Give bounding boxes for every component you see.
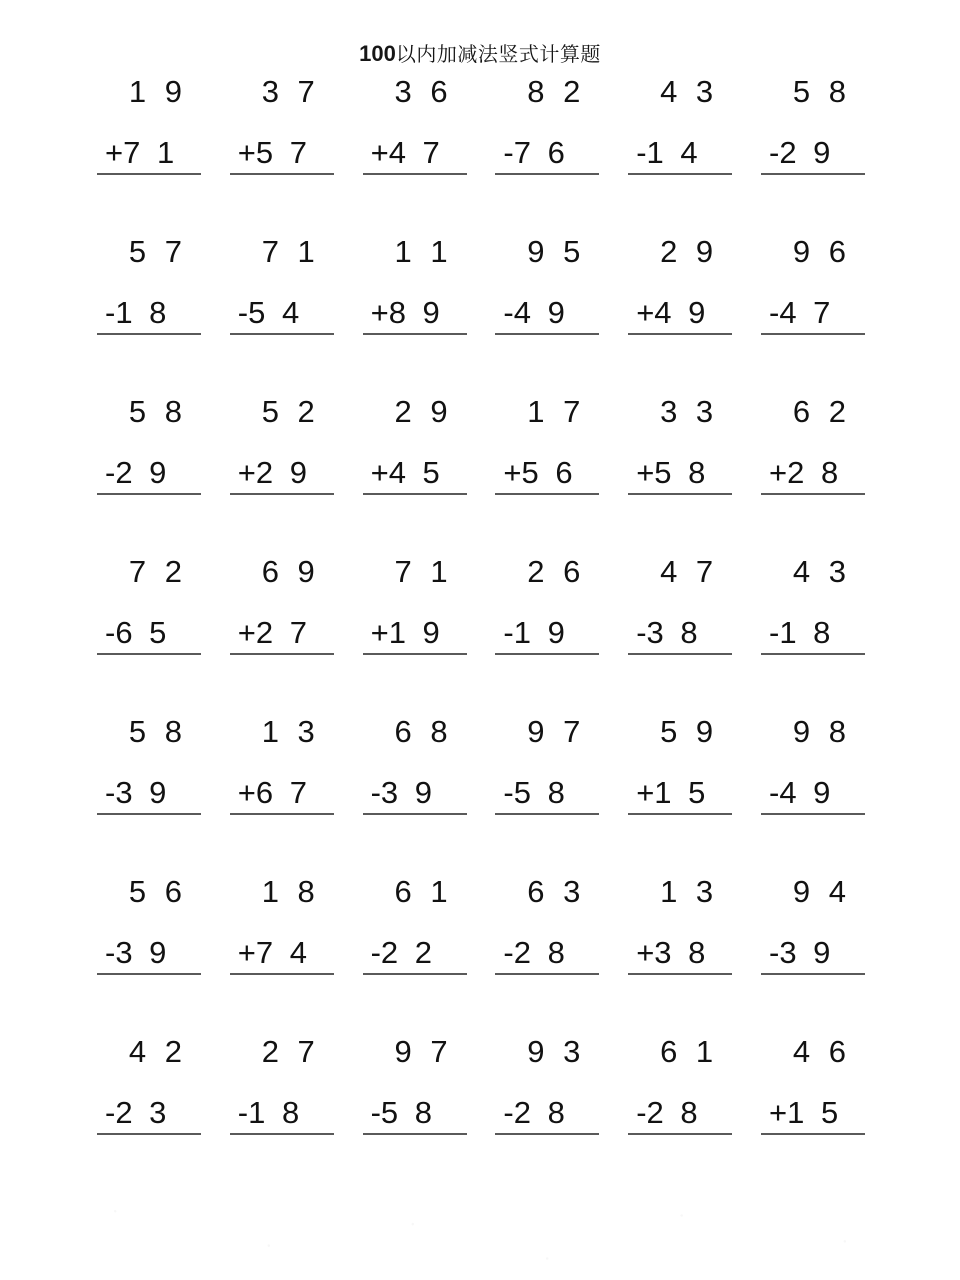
problem-bottom-operand: 5 7 <box>255 135 312 170</box>
problem-rule-line <box>761 937 865 975</box>
problem-rule-line <box>97 1097 201 1135</box>
operator-sign: + <box>768 455 788 490</box>
problem-top-operand: 7 2 <box>128 554 187 589</box>
operator-sign: - <box>370 1095 381 1130</box>
problem-bottom-operand: 2 8 <box>787 455 843 490</box>
problem-rule-line <box>363 137 467 175</box>
problem-bottom-operand: 2 9 <box>115 455 171 490</box>
problem-grid <box>89 62 871 1196</box>
vertical-problem[interactable] <box>222 396 340 495</box>
problem-top-operand: 5 7 <box>128 234 187 269</box>
vertical-problem[interactable] <box>620 556 738 655</box>
operator-sign: - <box>768 615 780 650</box>
vertical-problem[interactable] <box>355 76 473 175</box>
problem-rule-line <box>230 1097 334 1135</box>
vertical-problem[interactable] <box>89 556 207 655</box>
problem-bottom-operand: 3 9 <box>115 775 171 810</box>
operator-sign: - <box>503 135 514 170</box>
problem-top-operand: 2 9 <box>394 394 453 429</box>
problem-bottom-row <box>238 617 311 648</box>
problem-rule-line <box>97 937 201 975</box>
operator-sign: - <box>768 935 780 970</box>
problem-rule-line <box>230 457 334 495</box>
vertical-problem[interactable] <box>487 1036 605 1135</box>
operator-sign: - <box>105 295 116 330</box>
problem-bottom-operand: 3 8 <box>646 615 702 650</box>
problem-rule-line <box>495 617 599 655</box>
problem-row <box>89 396 871 556</box>
problem-bottom-operand: 2 3 <box>115 1095 171 1130</box>
operator-sign: + <box>370 295 389 330</box>
problem-bottom-operand: 3 9 <box>380 775 437 810</box>
problem-bottom-row <box>636 297 709 328</box>
problem-bottom-operand: 8 9 <box>388 295 444 330</box>
vertical-problem[interactable] <box>89 396 207 495</box>
operator-sign: + <box>370 135 389 170</box>
vertical-problem[interactable] <box>89 716 207 815</box>
vertical-problem[interactable] <box>753 236 871 335</box>
operator-sign: - <box>105 775 116 810</box>
problem-bottom-row <box>371 617 444 648</box>
problem-top-operand: 1 3 <box>660 874 719 909</box>
problem-top-operand: 7 1 <box>261 234 320 269</box>
problem-top-operand: 9 7 <box>527 714 586 749</box>
vertical-problem[interactable] <box>753 396 871 495</box>
problem-bottom-operand: 3 9 <box>115 935 171 970</box>
problem-bottom-operand: 4 9 <box>654 295 710 330</box>
problem-bottom-row <box>769 297 834 328</box>
operator-sign: + <box>768 1095 788 1130</box>
vertical-problem[interactable] <box>222 1036 340 1135</box>
problem-top-operand: 2 7 <box>261 1034 320 1069</box>
problem-bottom-row <box>503 617 568 648</box>
operator-sign: + <box>237 935 256 970</box>
problem-top-operand: 4 6 <box>792 1034 851 1069</box>
vertical-problem[interactable] <box>222 556 340 655</box>
problem-rule-line <box>628 297 732 335</box>
problem-bottom-row <box>769 137 834 168</box>
problem-bottom-row <box>371 297 444 328</box>
problem-top-operand: 6 1 <box>394 874 453 909</box>
problem-bottom-operand: 5 4 <box>248 295 304 330</box>
problem-row <box>89 556 871 716</box>
operator-sign: - <box>105 615 116 650</box>
vertical-problem[interactable] <box>620 76 738 175</box>
problem-top-operand: 6 9 <box>261 554 320 589</box>
problem-top-operand: 4 3 <box>792 554 851 589</box>
problem-row <box>89 76 871 236</box>
problem-top-operand: 2 6 <box>527 554 586 589</box>
problem-rule-line <box>761 1097 865 1135</box>
problem-bottom-operand: 2 8 <box>646 1095 702 1130</box>
problem-rule-line <box>628 457 732 495</box>
operator-sign: + <box>636 455 655 490</box>
operator-sign: - <box>503 615 514 650</box>
problem-rule-line <box>97 617 201 655</box>
problem-bottom-operand: 6 5 <box>115 615 171 650</box>
problem-rule-line <box>628 1097 732 1135</box>
problem-top-operand: 4 2 <box>128 1034 187 1069</box>
operator-sign: - <box>105 935 116 970</box>
operator-sign: - <box>503 775 514 810</box>
problem-bottom-operand: 7 6 <box>513 135 569 170</box>
operator-sign: + <box>503 455 522 490</box>
operator-sign: - <box>636 615 647 650</box>
problem-rule-line <box>230 777 334 815</box>
problem-top-operand: 8 2 <box>527 74 586 109</box>
problem-bottom-row <box>769 617 834 648</box>
problem-bottom-row <box>105 137 178 168</box>
vertical-problem[interactable] <box>355 396 473 495</box>
vertical-problem[interactable] <box>355 556 473 655</box>
problem-top-operand: 6 3 <box>527 874 586 909</box>
problem-rule-line <box>495 137 599 175</box>
problem-bottom-operand: 1 8 <box>248 1095 304 1130</box>
operator-sign: - <box>503 295 514 330</box>
problem-rule-line <box>761 297 865 335</box>
problem-top-operand: 9 4 <box>792 874 851 909</box>
problem-bottom-row <box>105 777 170 808</box>
problem-rule-line <box>628 137 732 175</box>
problem-top-operand: 5 9 <box>660 714 719 749</box>
problem-top-operand: 2 9 <box>660 234 719 269</box>
problem-top-operand: 9 3 <box>527 1034 586 1069</box>
problem-bottom-row <box>238 1097 303 1128</box>
problem-top-operand: 4 7 <box>660 554 719 589</box>
vertical-problem[interactable] <box>89 76 207 175</box>
vertical-problem[interactable] <box>620 236 738 335</box>
problem-bottom-row <box>769 457 842 488</box>
problem-bottom-operand: 5 8 <box>654 455 710 490</box>
vertical-problem[interactable] <box>753 1036 871 1135</box>
problem-bottom-row <box>238 297 303 328</box>
problem-top-operand: 6 2 <box>792 394 851 429</box>
vertical-problem[interactable] <box>355 876 473 975</box>
problem-rule-line <box>495 1097 599 1135</box>
vertical-problem[interactable] <box>222 76 340 175</box>
vertical-problem[interactable] <box>620 1036 738 1135</box>
operator-sign: - <box>370 775 381 810</box>
problem-bottom-operand: 1 8 <box>115 295 171 330</box>
problem-bottom-row <box>371 457 444 488</box>
problem-bottom-operand: 2 9 <box>255 455 312 490</box>
operator-sign: + <box>237 135 256 170</box>
problem-bottom-row <box>636 1097 701 1128</box>
vertical-problem[interactable] <box>753 76 871 175</box>
problem-bottom-row <box>238 937 311 968</box>
problem-top-operand: 5 8 <box>128 714 187 749</box>
problem-bottom-row <box>371 937 436 968</box>
problem-bottom-operand: 4 7 <box>779 295 835 330</box>
problem-rule-line <box>495 937 599 975</box>
problem-top-operand: 5 6 <box>128 874 187 909</box>
problem-rule-line <box>230 137 334 175</box>
problem-bottom-operand: 1 9 <box>388 615 444 650</box>
problem-bottom-row <box>636 777 709 808</box>
problem-bottom-row <box>105 457 170 488</box>
vertical-problem[interactable] <box>487 556 605 655</box>
vertical-problem[interactable] <box>620 716 738 815</box>
problem-rule-line <box>230 297 334 335</box>
problem-rule-line <box>761 137 865 175</box>
vertical-problem[interactable] <box>89 1036 207 1135</box>
vertical-problem[interactable] <box>487 396 605 495</box>
problem-rule-line <box>628 937 732 975</box>
problem-bottom-row <box>238 457 311 488</box>
operator-sign: - <box>768 135 780 170</box>
problem-rule-line <box>97 457 201 495</box>
operator-sign: - <box>370 935 381 970</box>
vertical-problem[interactable] <box>355 716 473 815</box>
operator-sign: - <box>503 935 514 970</box>
problem-top-operand: 9 6 <box>792 234 851 269</box>
problem-bottom-operand: 5 8 <box>513 775 569 810</box>
problem-rule-line <box>363 777 467 815</box>
problem-bottom-row <box>769 777 834 808</box>
problem-bottom-operand: 4 9 <box>779 775 835 810</box>
problem-bottom-operand: 7 1 <box>123 135 179 170</box>
problem-bottom-operand: 5 8 <box>380 1095 437 1130</box>
operator-sign: + <box>237 775 256 810</box>
problem-bottom-row <box>503 137 568 168</box>
operator-sign: + <box>370 615 389 650</box>
problem-top-operand: 1 3 <box>261 714 320 749</box>
operator-sign: + <box>237 455 256 490</box>
problem-bottom-operand: 1 5 <box>654 775 710 810</box>
problem-row <box>89 876 871 1036</box>
problem-bottom-row <box>636 457 709 488</box>
operator-sign: - <box>105 1095 116 1130</box>
problem-bottom-row <box>105 937 170 968</box>
problem-top-operand: 9 7 <box>394 1034 453 1069</box>
problem-rule-line <box>628 617 732 655</box>
operator-sign: + <box>370 455 389 490</box>
problem-bottom-row <box>105 1097 170 1128</box>
problem-bottom-row <box>371 777 436 808</box>
problem-top-operand: 5 8 <box>792 74 851 109</box>
vertical-problem[interactable] <box>487 716 605 815</box>
problem-bottom-operand: 5 6 <box>521 455 577 490</box>
problem-bottom-row <box>769 937 834 968</box>
problem-bottom-operand: 1 4 <box>646 135 702 170</box>
problem-rule-line <box>97 137 201 175</box>
problem-bottom-row <box>636 617 701 648</box>
problem-bottom-operand: 3 9 <box>779 935 835 970</box>
page-title-number: 100 <box>359 41 396 66</box>
operator-sign: + <box>237 615 256 650</box>
problem-bottom-row <box>105 617 170 648</box>
problem-bottom-operand: 2 8 <box>513 1095 569 1130</box>
vertical-problem[interactable] <box>222 236 340 335</box>
operator-sign: - <box>768 775 780 810</box>
vertical-problem[interactable] <box>753 716 871 815</box>
problem-rule-line <box>495 777 599 815</box>
problem-top-operand: 6 8 <box>394 714 453 749</box>
operator-sign: - <box>237 1095 249 1130</box>
problem-rule-line <box>495 457 599 495</box>
vertical-problem[interactable] <box>89 236 207 335</box>
page-title-text: 以内加减法竖式计算题 <box>395 42 601 66</box>
problem-rule-line <box>363 617 467 655</box>
operator-sign: - <box>503 1095 514 1130</box>
problem-bottom-row <box>105 297 170 328</box>
problem-row <box>89 1036 871 1196</box>
problem-bottom-operand: 3 8 <box>654 935 710 970</box>
problem-rule-line <box>363 457 467 495</box>
problem-rule-line <box>628 777 732 815</box>
problem-rule-line <box>761 617 865 655</box>
problem-bottom-row <box>503 297 568 328</box>
problem-top-operand: 9 8 <box>792 714 851 749</box>
page-title <box>359 38 601 67</box>
scan-artifact-band <box>0 1194 960 1280</box>
problem-bottom-operand: 1 8 <box>779 615 835 650</box>
problem-rule-line <box>230 937 334 975</box>
problem-rule-line <box>97 297 201 335</box>
problem-bottom-row <box>503 777 568 808</box>
problem-top-operand: 7 1 <box>394 554 453 589</box>
problem-bottom-operand: 4 7 <box>388 135 444 170</box>
problem-rule-line <box>761 457 865 495</box>
problem-bottom-row <box>371 137 444 168</box>
problem-rule-line <box>363 1097 467 1135</box>
problem-bottom-row <box>238 137 311 168</box>
problem-bottom-row <box>636 937 709 968</box>
problem-rule-line <box>363 297 467 335</box>
problem-bottom-operand: 2 7 <box>255 615 312 650</box>
problem-rule-line <box>363 937 467 975</box>
vertical-problem[interactable] <box>753 556 871 655</box>
problem-bottom-operand: 2 9 <box>779 135 835 170</box>
operator-sign: + <box>636 295 655 330</box>
problem-bottom-row <box>636 137 701 168</box>
problem-top-operand: 1 1 <box>394 234 453 269</box>
problem-top-operand: 3 6 <box>394 74 453 109</box>
problem-bottom-row <box>238 777 311 808</box>
vertical-problem[interactable] <box>222 876 340 975</box>
problem-bottom-operand: 4 9 <box>513 295 569 330</box>
problem-bottom-row <box>503 457 576 488</box>
problem-top-operand: 5 8 <box>128 394 187 429</box>
operator-sign: - <box>237 295 249 330</box>
operator-sign: + <box>636 775 655 810</box>
problem-top-operand: 1 8 <box>261 874 320 909</box>
problem-top-operand: 4 3 <box>660 74 719 109</box>
operator-sign: - <box>636 135 647 170</box>
vertical-problem[interactable] <box>355 1036 473 1135</box>
problem-bottom-row <box>371 1097 436 1128</box>
vertical-problem[interactable] <box>753 876 871 975</box>
problem-top-operand: 1 9 <box>128 74 187 109</box>
problem-top-operand: 5 2 <box>261 394 320 429</box>
vertical-problem[interactable] <box>355 236 473 335</box>
operator-sign: + <box>105 135 124 170</box>
operator-sign: - <box>105 455 116 490</box>
problem-bottom-operand: 2 2 <box>380 935 437 970</box>
problem-bottom-operand: 4 5 <box>388 455 444 490</box>
vertical-problem[interactable] <box>620 876 738 975</box>
vertical-problem[interactable] <box>487 76 605 175</box>
vertical-problem[interactable] <box>620 396 738 495</box>
problem-rule-line <box>97 777 201 815</box>
problem-top-operand: 9 5 <box>527 234 586 269</box>
problem-rule-line <box>495 297 599 335</box>
vertical-problem[interactable] <box>222 716 340 815</box>
vertical-problem[interactable] <box>89 876 207 975</box>
problem-bottom-row <box>503 1097 568 1128</box>
problem-rule-line <box>230 617 334 655</box>
vertical-problem[interactable] <box>487 236 605 335</box>
problem-bottom-operand: 7 4 <box>255 935 312 970</box>
operator-sign: - <box>636 1095 647 1130</box>
page-header <box>0 0 960 66</box>
problem-row <box>89 236 871 396</box>
problem-bottom-operand: 1 5 <box>787 1095 843 1130</box>
problem-bottom-operand: 6 7 <box>255 775 312 810</box>
problem-bottom-operand: 1 9 <box>513 615 569 650</box>
operator-sign: + <box>636 935 655 970</box>
vertical-problem[interactable] <box>487 876 605 975</box>
problem-bottom-row <box>769 1097 842 1128</box>
problem-top-operand: 3 7 <box>261 74 320 109</box>
problem-row <box>89 716 871 876</box>
problem-bottom-row <box>503 937 568 968</box>
problem-top-operand: 3 3 <box>660 394 719 429</box>
problem-top-operand: 6 1 <box>660 1034 719 1069</box>
problem-top-operand: 1 7 <box>527 394 586 429</box>
problem-bottom-operand: 2 8 <box>513 935 569 970</box>
problem-rule-line <box>761 777 865 815</box>
operator-sign: - <box>768 295 780 330</box>
